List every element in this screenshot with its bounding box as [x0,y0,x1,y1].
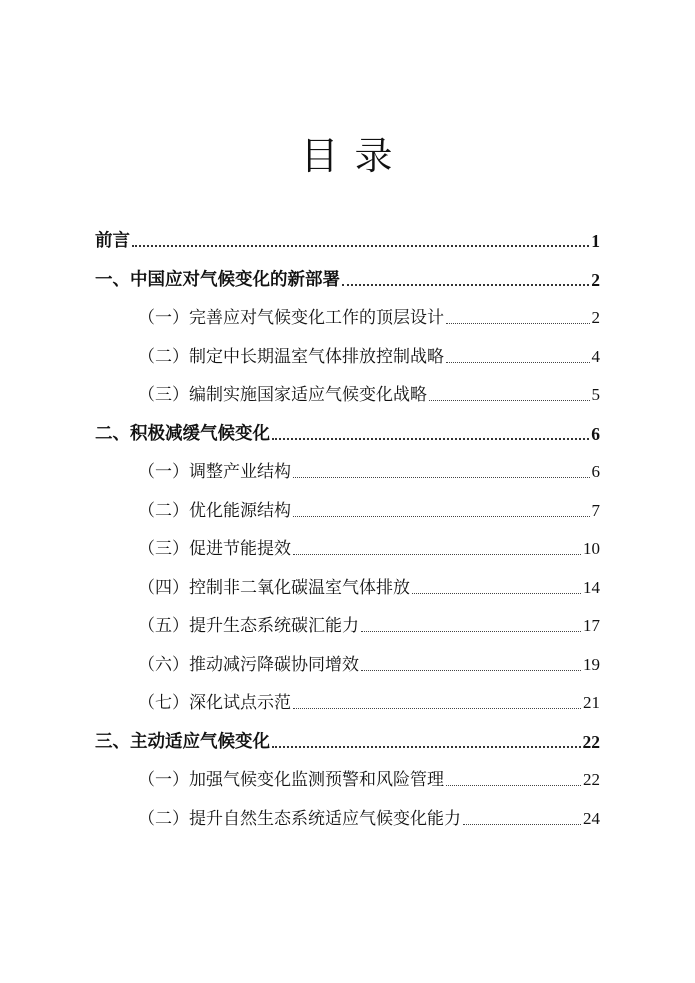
toc-leader-dots [446,362,590,363]
toc-entry[interactable] [138,684,600,714]
toc-entry[interactable] [138,376,600,406]
page-title: 目 录 [300,134,395,178]
toc-entry-label: （三）促进节能提效 [138,539,291,559]
toc-entry-page: 2 [591,308,600,327]
toc-entry[interactable] [138,607,600,637]
toc-entry-page: 24 [583,808,600,828]
toc-entry-label: 前言 [95,231,130,251]
toc-leader-dots [446,323,590,324]
toc-entry-page: 22 [583,770,600,789]
toc-entry-page: 21 [583,693,600,712]
toc-leader-dots [446,785,581,786]
toc-entry[interactable] [138,569,600,599]
toc-leader-dots [293,554,581,555]
toc-entry[interactable] [138,761,600,791]
toc-entry[interactable] [138,646,600,676]
toc-entry-page: 6 [591,423,600,444]
toc-entry-label: （二）提升自然生态系统适应气候变化能力 [138,808,461,829]
toc-entry-label: （一）调整产业结构 [138,462,291,482]
toc-entry[interactable] [95,222,600,252]
toc-leader-dots [342,284,589,286]
toc-entry-label: （二）优化能源结构 [138,500,291,521]
toc-entry-label: （四）控制非二氧化碳温室气体排放 [138,577,410,598]
toc-entry-label: 三、主动适应气候变化 [95,731,270,752]
toc-entry-label: （三）编制实施国家适应气候变化战略 [138,385,427,405]
toc-entry-label: 二、积极减缓气候变化 [95,423,270,444]
toc-leader-dots [272,438,589,440]
toc-entry-page: 5 [591,385,600,404]
toc-leader-dots [272,746,581,748]
toc-entry-label: （五）提升生态系统碳汇能力 [138,616,359,636]
toc-entry-label: 一、中国应对气候变化的新部署 [95,269,340,290]
toc-entry-page: 17 [583,616,600,635]
toc-entry-page: 19 [583,654,600,674]
toc-entry-page: 4 [591,346,600,366]
toc-leader-dots [132,245,589,247]
toc-entry-label: （七）深化试点示范 [138,693,291,713]
toc-entry[interactable] [95,723,600,753]
toc-leader-dots [463,824,581,825]
toc-entry-page: 7 [591,500,600,520]
toc-entry-page: 6 [591,462,600,481]
toc-entry-page: 1 [591,231,600,251]
toc-entry[interactable] [138,530,600,560]
toc-leader-dots [293,708,581,709]
toc-entry-label: （二）制定中长期温室气体排放控制战略 [138,346,444,367]
toc-entry-page: 2 [591,269,600,290]
toc-leader-dots [361,670,581,671]
toc-entry[interactable] [138,800,600,830]
toc-leader-dots [361,631,581,632]
toc-entry-label: （一）完善应对气候变化工作的顶层设计 [138,308,444,328]
toc-leader-dots [293,477,590,478]
toc-entry-page: 22 [582,731,600,752]
toc-entry[interactable] [95,415,600,445]
toc-entry[interactable] [138,299,600,329]
toc-entry[interactable] [138,492,600,522]
toc-entry-page: 10 [583,539,600,558]
toc-entry[interactable] [95,261,600,291]
toc-entry-page: 14 [583,577,600,597]
toc-leader-dots [412,593,581,594]
toc-entry[interactable] [138,453,600,483]
toc-entry[interactable] [138,338,600,368]
toc-leader-dots [293,516,590,517]
toc-entry-label: （一）加强气候变化监测预警和风险管理 [138,770,444,790]
toc-leader-dots [429,400,590,401]
toc-entry-label: （六）推动减污降碳协同增效 [138,654,359,675]
